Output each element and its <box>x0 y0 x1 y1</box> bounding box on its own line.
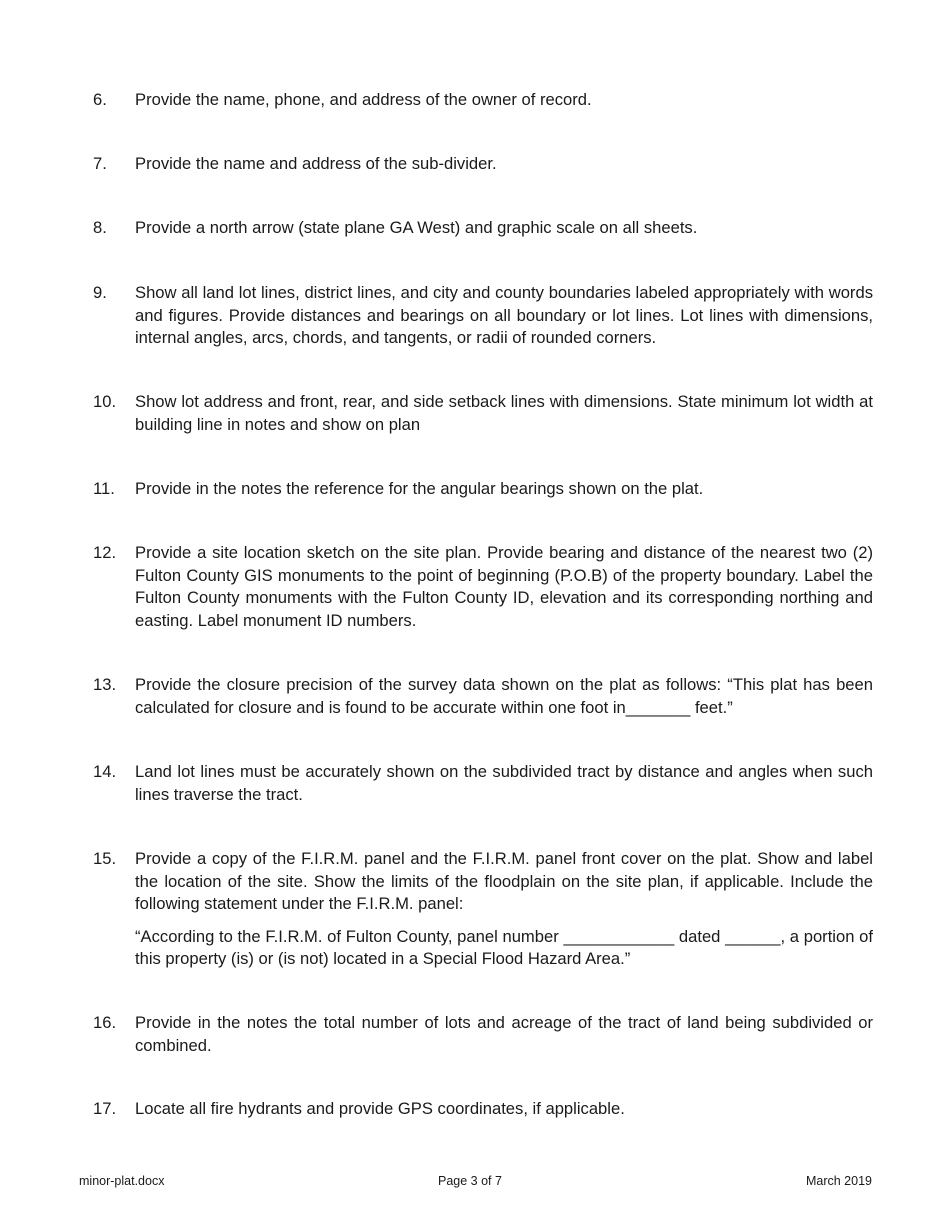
item-text: Show lot address and front, rear, and side setback lines with dimensions. State minimum lot width at building line in notes and show on plan <box>135 392 873 434</box>
list-item-16 <box>93 1012 873 1057</box>
firm-statement-quote: “According to the F.I.R.M. of Fulton County, panel number ____________ dated ______, a portion of this property (is) or (is not) located in a Special Flood Hazard Area.” <box>135 926 873 968</box>
item-number: 8. <box>93 218 107 237</box>
item-number: 17. <box>93 1099 117 1118</box>
list-item-14 <box>93 761 873 806</box>
list-item-15 <box>93 848 873 971</box>
item-number: 12. <box>93 543 117 562</box>
item-text: Provide a copy of the F.I.R.M. panel and the F.I.R.M. panel front cover on the plat. Show and label the location of the site. Show the limits of the floodplain on the site plan, if applicable. Include the following statement under the F.I.R.M. panel: <box>135 849 873 913</box>
list-item-9 <box>93 282 873 350</box>
footer-filename: minor-plat.docx <box>79 1174 165 1188</box>
item-number: 15. <box>93 849 117 868</box>
list-item-6 <box>93 89 873 112</box>
item-text: Provide a site location sketch on the site plan. Provide bearing and distance of the nearest two (2) Fulton County GIS monuments to the point of beginning (P.O.B) of the property boundary. Label the Fulton County monuments with the Fulton County ID, elevation and its corresponding northing and easting. Label monument ID numbers. <box>135 543 873 630</box>
item-text: Provide the name and address of the sub-divider. <box>135 154 497 173</box>
item-text: Locate all fire hydrants and provide GPS coordinates, if applicable. <box>135 1099 625 1118</box>
item-number: 10. <box>93 392 117 411</box>
list-item-10 <box>93 391 873 436</box>
item-text: Provide the closure precision of the survey data shown on the plat as follows: “This plat has been calculated for closure and is found to be accurate within one foot in_______ feet.” <box>135 675 873 717</box>
item-number: 6. <box>93 90 107 109</box>
list-item-7 <box>93 153 873 176</box>
item-text: Provide the name, phone, and address of the owner of record. <box>135 90 592 109</box>
item-number: 9. <box>93 283 107 302</box>
item-text: Provide in the notes the reference for the angular bearings shown on the plat. <box>135 479 704 498</box>
list-item-11 <box>93 478 873 501</box>
list-item-17 <box>93 1098 873 1121</box>
item-text: Provide a north arrow (state plane GA West) and graphic scale on all sheets. <box>135 218 698 237</box>
item-text: Show all land lot lines, district lines, and city and county boundaries labeled appropriately with words and figures. Provide distances and bearings on all boundary or lot lines. Lot lines with dimensions, internal angles, arcs, chords, and tangents, or radii of rounded corners. <box>135 283 873 347</box>
footer-date: March 2019 <box>805 1174 872 1188</box>
list-item-13 <box>93 674 873 719</box>
footer-page-number: Page 3 of 7 <box>438 1174 502 1188</box>
item-number: 14. <box>93 762 117 781</box>
item-text: Land lot lines must be accurately shown on the subdivided tract by distance and angles when such lines traverse the tract. <box>135 762 873 804</box>
item-number: 7. <box>93 154 107 173</box>
item-number: 13. <box>93 675 117 694</box>
item-number: 11. <box>93 479 115 498</box>
list-item-12 <box>93 542 873 632</box>
list-item-8 <box>93 217 873 240</box>
item-text: Provide in the notes the total number of lots and acreage of the tract of land being subdivided or combined. <box>135 1013 873 1055</box>
item-number: 16. <box>93 1013 117 1032</box>
